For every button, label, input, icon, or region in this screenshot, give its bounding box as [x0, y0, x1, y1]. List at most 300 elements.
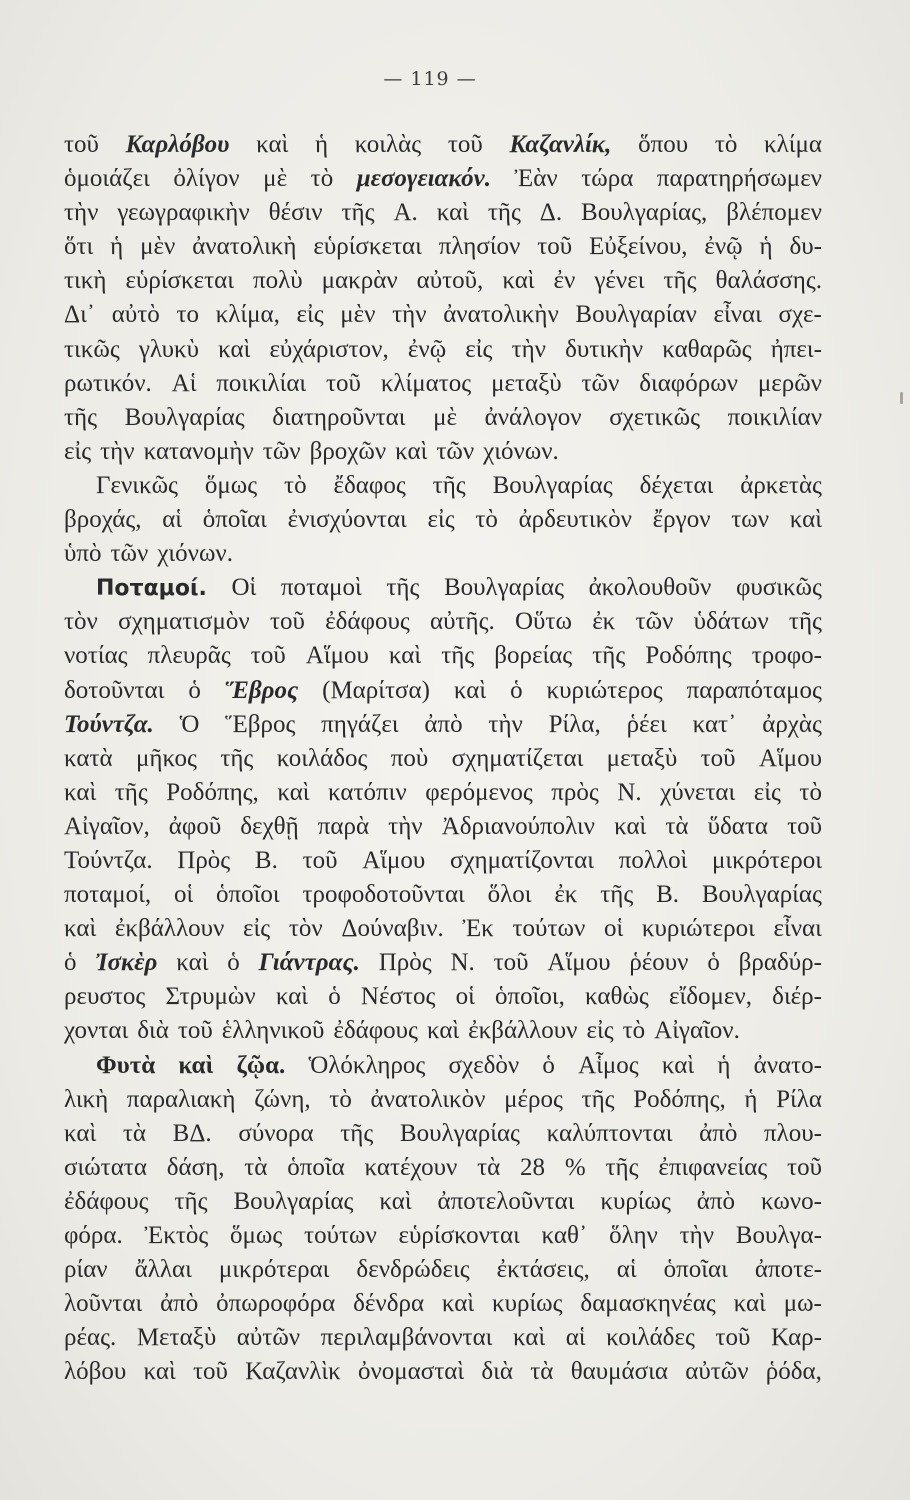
word: τοῦ — [269, 608, 305, 636]
word: ῥόδα, — [765, 1358, 822, 1386]
word: ἀποτελοῦνται — [437, 1187, 575, 1215]
word: τοῦ — [250, 642, 286, 670]
word: εἰς — [242, 915, 271, 943]
word: ἐνῷ — [407, 335, 447, 363]
word: Ν. — [450, 949, 475, 977]
word: πλευρᾶς — [147, 642, 231, 670]
word: καὶ — [218, 335, 251, 363]
word: θέσιν — [268, 199, 323, 227]
word: εἰς — [465, 335, 493, 363]
word: λικὴ — [64, 1085, 109, 1113]
word: παραπόταμος — [686, 676, 822, 704]
word: τῆς — [441, 642, 475, 670]
word: κατόπιν — [328, 778, 407, 806]
word: κλίματος — [380, 369, 472, 397]
word: δέχεται — [639, 471, 714, 499]
word: ἐκβάλλουν — [114, 915, 225, 943]
word: καὶ — [379, 1187, 412, 1215]
text-line — [64, 1185, 822, 1219]
word: αὐτοῦ, — [416, 267, 484, 295]
word: Καρ- — [770, 1324, 822, 1352]
word: τὸ — [329, 1085, 352, 1113]
word: τῆς — [220, 744, 254, 772]
word: δάση, — [166, 1153, 225, 1181]
word: τοῦ — [493, 949, 529, 977]
word: Ἐὰν — [514, 165, 558, 193]
word: ἀκολουθοῦν — [588, 574, 712, 602]
word: ζώνη, — [254, 1085, 311, 1113]
emphasized-word: μεσογειακόν. — [356, 165, 491, 193]
word: μακρὰν — [321, 267, 398, 295]
word: τοῦ — [326, 369, 361, 397]
word: καὶ — [614, 812, 647, 840]
word: ὁ — [188, 676, 201, 704]
page-edge-mark — [900, 392, 903, 404]
word: κατ᾽ — [692, 710, 737, 738]
word: αὐτῶν — [685, 1358, 749, 1386]
word: ἐκ — [554, 881, 578, 909]
word: τὴν — [511, 335, 546, 363]
word: ποικιλίαι — [216, 369, 307, 397]
word: δαμασκηνέας — [580, 1290, 716, 1318]
word: καὶ — [277, 778, 310, 806]
word: θαυμάσια — [570, 1358, 668, 1386]
word: τοῦ — [302, 846, 338, 874]
emphasized-word: Ἰσκὲρ — [95, 949, 158, 977]
word: ὁποῖα — [287, 1153, 345, 1181]
word: διατηροῦνται — [272, 403, 406, 431]
word: καὶ — [275, 983, 309, 1011]
word: κλίμα, — [215, 301, 280, 329]
word: ἐν — [553, 267, 576, 295]
word: τοῦ — [700, 744, 736, 772]
word: καὶ — [733, 1290, 766, 1318]
word: καὶ — [426, 1017, 460, 1045]
word: ὁ — [64, 949, 77, 977]
word: Βουλγαρίας — [124, 403, 245, 431]
word: γλυκὺ — [138, 335, 199, 363]
word: κωνο- — [760, 1187, 822, 1215]
word: καὶ — [64, 778, 97, 806]
word: τικῶς — [64, 335, 120, 363]
word: % — [564, 1153, 586, 1181]
word: ἡ — [717, 1051, 731, 1079]
text-line — [64, 401, 822, 435]
text-line — [64, 1287, 822, 1321]
text-line — [64, 605, 822, 639]
word: ὁ — [510, 676, 523, 704]
word: κατὰ — [64, 744, 113, 772]
text-line — [64, 333, 822, 367]
word: ἀνατολικὴ — [192, 233, 297, 261]
word: Μεταξὺ — [136, 1324, 217, 1352]
word: διέρ- — [772, 983, 822, 1011]
word: εἰς — [753, 778, 781, 806]
word: ὅτι — [64, 233, 94, 261]
word: Γενικῶς — [96, 471, 178, 499]
word: ὁποῖοι — [216, 881, 280, 909]
emphasized-word: Καρλόβου — [125, 131, 230, 158]
word: κυριώτερος — [546, 676, 663, 704]
word: εἰς — [64, 437, 92, 465]
word: τῆς — [592, 642, 626, 670]
word: τῶν — [436, 437, 475, 465]
word: ἐκ — [592, 608, 616, 636]
word: βροχῶν — [309, 437, 387, 465]
word: τὰ — [530, 1358, 554, 1386]
word: καὶ — [143, 1358, 176, 1386]
word: βορείας — [494, 642, 573, 670]
word: Βουλγαρίας — [492, 471, 613, 499]
word: ὁ — [227, 949, 240, 977]
word: ἀπὸ — [160, 1290, 199, 1318]
word: καὶ — [789, 506, 822, 534]
word: ἔργον — [652, 506, 711, 534]
word: λόβου — [64, 1358, 127, 1386]
word: καὶ — [502, 267, 535, 295]
word: τοῦ — [64, 131, 99, 158]
word: ἐπιφανείας — [658, 1153, 768, 1181]
text-line — [64, 128, 822, 162]
emphasized-word: Τούντζα. — [64, 710, 154, 738]
section-heading-word: ζῷα. — [236, 1051, 286, 1079]
word: ρευστος — [64, 983, 146, 1011]
word: κυριώτεροι — [641, 915, 755, 943]
word: κατέχουν — [364, 1153, 458, 1181]
word: τῆς — [663, 267, 697, 295]
word: Στρυμὼν — [165, 983, 256, 1011]
word: Βουλγαρίας — [443, 574, 564, 602]
text-line — [64, 537, 822, 571]
word: ἔδαφος — [333, 471, 406, 499]
text-line — [64, 298, 822, 332]
text-line — [64, 1321, 822, 1355]
word: ὁ — [542, 1051, 555, 1079]
word: φόρα. — [64, 1222, 123, 1249]
word: Ἀδριανούπολιν — [441, 812, 595, 840]
word: ὑπὸ — [64, 540, 102, 568]
text-line — [64, 980, 822, 1014]
word: Τούντζα. — [64, 846, 153, 874]
word: μὲ — [433, 403, 458, 431]
word: χιόνων. — [483, 437, 559, 465]
section-heading-word: Ποταμοί. — [96, 576, 207, 602]
word: Ν. — [617, 778, 642, 806]
text-line — [64, 946, 822, 980]
word: Αἷμος — [578, 1051, 639, 1079]
word: καὶ — [176, 949, 209, 977]
emphasized-word: Ἕβρος — [224, 676, 299, 704]
word: ἐκτάσεις, — [496, 1256, 590, 1284]
word: ἑλληνικοῦ — [221, 1017, 325, 1045]
word: μὲ — [263, 165, 288, 193]
word: καὶ — [512, 1324, 546, 1352]
word: Ἐκτὸς — [144, 1222, 209, 1249]
word: Δι᾽ — [64, 301, 96, 329]
word: κυρίως — [600, 1187, 671, 1215]
word: χονται — [64, 1017, 129, 1045]
word: ἐδάφους — [64, 1187, 149, 1215]
text-line — [64, 878, 822, 912]
word: καὶ — [436, 199, 469, 227]
word: Βουλγαρίας, — [581, 199, 708, 227]
word: νοτίας — [64, 642, 128, 670]
word: ὁποῖαι — [663, 1256, 728, 1284]
word: τῆς — [386, 574, 420, 602]
word: σχηματίζονται — [449, 846, 594, 874]
word: Καζανλὶκ — [245, 1358, 341, 1386]
word: καλύπτονται — [546, 1119, 673, 1147]
word: τῶν — [581, 369, 620, 397]
word: σχηματίζεται — [451, 744, 584, 772]
word: αὐτῶν — [236, 1324, 301, 1352]
word: τοῦ — [787, 1153, 822, 1181]
word: μικρότεραι — [218, 1256, 330, 1284]
word: τροφοδοτοῦνται — [302, 881, 465, 909]
word: ἡ — [314, 131, 329, 158]
word: πρὸς — [551, 778, 599, 806]
word: Α. — [393, 199, 418, 227]
text-line — [64, 1219, 822, 1253]
word: ποταμοὶ — [280, 574, 362, 602]
word: τικὴ — [64, 267, 107, 295]
word: μω- — [783, 1290, 822, 1318]
text-line — [64, 674, 822, 708]
word: χιόνων. — [157, 540, 233, 568]
word: φυσικῶς — [735, 574, 822, 602]
word: ἀρδευτικὸν — [518, 506, 632, 534]
text-line — [64, 469, 822, 503]
word: Ρίλα, — [548, 710, 601, 738]
text-line — [64, 1355, 822, 1389]
word: λοῦνται — [64, 1290, 143, 1318]
word: ἡ — [759, 233, 773, 261]
word: πηγάζει — [321, 710, 399, 738]
word: ρίαν — [64, 1256, 108, 1284]
word: Βουλγα- — [735, 1222, 822, 1249]
word: ὅμως — [204, 471, 258, 499]
page-number: — 119 — — [383, 68, 477, 90]
word: Αἰγαῖον, — [64, 812, 150, 840]
word: μὲν — [140, 233, 176, 261]
word: τὴν — [679, 1222, 715, 1249]
word: εἶναι — [713, 301, 762, 329]
word: τῆς — [788, 608, 822, 636]
text-line — [64, 435, 822, 469]
word: ἐκβάλλουν — [468, 1017, 578, 1045]
word: κλίμα — [764, 131, 822, 158]
word: μὲν — [340, 301, 376, 329]
word: διὰ — [481, 1358, 513, 1386]
word: τὸ — [714, 131, 738, 158]
text-line — [64, 1014, 822, 1048]
word: δεχθῇ — [240, 812, 299, 840]
word: εὑρίσκεται — [313, 233, 422, 261]
text-line — [64, 844, 822, 878]
word: κοιλάδος — [276, 744, 368, 772]
word: καὶ — [441, 1290, 475, 1318]
word: ἡ — [110, 233, 124, 261]
word: καθὼς — [585, 983, 649, 1011]
word: Βουλγαρίας — [701, 881, 822, 909]
word: τώρα — [581, 165, 634, 193]
word: ῥέει — [626, 710, 667, 738]
word: οἱ — [455, 983, 475, 1011]
text-line — [64, 1083, 822, 1117]
word: αἱ — [162, 506, 183, 534]
word: βλέπομεν — [726, 199, 822, 227]
word: ἐδάφους — [325, 608, 410, 636]
word: τὴν — [100, 437, 135, 465]
word: τὰ — [244, 1153, 268, 1181]
word: τούτων — [512, 915, 586, 943]
word: ὀλίγον — [173, 165, 240, 193]
word: εὑρίσκονται — [398, 1222, 520, 1249]
word: μικρότεροι — [712, 846, 822, 874]
word: κοιλὰς — [354, 131, 422, 158]
word: κοιλάδες — [606, 1324, 695, 1352]
word: ρωτικόν. — [64, 369, 152, 397]
word: τὰ — [122, 1119, 147, 1147]
word: Αἵμου — [758, 744, 822, 772]
word: Πρὸς — [378, 949, 432, 977]
word: τὸν — [288, 915, 323, 943]
word: περιλαμβάνονται — [320, 1324, 493, 1352]
word: μῆκος — [136, 744, 197, 772]
word: ἀνατολικὸν — [370, 1085, 486, 1113]
word: Αἰγαῖον. — [654, 1017, 740, 1045]
word: τῆς — [581, 1085, 615, 1113]
text-line — [64, 1253, 822, 1287]
word: ἐνισχύονται — [287, 506, 407, 534]
word: ἠπει- — [770, 335, 822, 363]
word: ἀρκετὰς — [740, 471, 822, 499]
word: εὑρίσκεται — [125, 267, 234, 295]
word: παραλιακὴ — [126, 1085, 236, 1113]
word: Δούναβιν. — [341, 915, 444, 943]
word: καὶ — [661, 1051, 695, 1079]
word: Ρίλα — [776, 1085, 822, 1113]
word: τούτων — [304, 1222, 377, 1249]
word: ἡ — [744, 1085, 758, 1113]
word: Οὕτω — [515, 608, 572, 636]
text-line — [64, 639, 822, 673]
word: ἀνατο- — [753, 1051, 822, 1079]
word: Ὁλόκληρος — [308, 1051, 426, 1079]
word: τῶν — [635, 608, 674, 636]
word: πολὺ — [253, 267, 303, 295]
word: ποὺ — [390, 744, 429, 772]
word: σχε- — [778, 301, 822, 329]
word: τὴν — [488, 710, 523, 738]
word: τὸ — [475, 506, 498, 534]
word: τὴν — [388, 812, 423, 840]
text-line — [64, 264, 822, 298]
word: τῆς — [487, 199, 521, 227]
word: εὐχάριστον, — [269, 335, 389, 363]
word: Νέστος — [360, 983, 436, 1011]
word: πλησίον — [438, 233, 521, 261]
word: δοτοῦνται — [64, 676, 165, 704]
word: βραδύρ- — [738, 949, 822, 977]
word: τὰ — [665, 812, 689, 840]
word: πλου- — [764, 1119, 822, 1147]
word: τὸ — [284, 471, 307, 499]
word: αὐτὸ — [111, 301, 160, 329]
word: σύνορα — [238, 1119, 314, 1147]
word: δενδρώδεις — [356, 1256, 470, 1284]
word: γεωγραφικὴν — [117, 199, 250, 227]
word: τῆς — [174, 1187, 208, 1215]
word: αὐτῆς. — [430, 608, 495, 636]
word: καὶ — [453, 676, 487, 704]
word: ἀποτε- — [754, 1256, 822, 1284]
word: φερόμενος — [425, 778, 533, 806]
word: ἐδάφους — [333, 1017, 418, 1045]
text-line — [64, 776, 822, 810]
word: σιώτατα — [64, 1153, 147, 1181]
word: τὸ — [799, 778, 822, 806]
word: κυρίως — [492, 1290, 563, 1318]
text-line — [64, 230, 822, 264]
text-line — [64, 912, 822, 946]
word: καὶ — [256, 131, 289, 158]
word: Δ. — [539, 199, 563, 227]
text-line — [64, 708, 822, 742]
word: ἀπὸ — [699, 1119, 738, 1147]
word: παρατηρήσωμεν — [656, 165, 822, 193]
word: Πρὸς — [177, 846, 231, 874]
word: Οἱ — [231, 574, 257, 602]
word: ῥέουν — [629, 949, 689, 977]
word: ὀπωροφόρα — [216, 1290, 336, 1318]
word: (Μαρίτσα) — [322, 676, 430, 704]
word: τῆς — [64, 403, 98, 431]
word: μεταξὺ — [491, 369, 562, 397]
word: Ροδόπης — [645, 642, 732, 670]
word: παρὰ — [317, 812, 370, 840]
text-line — [64, 742, 822, 776]
word: Ὁ — [179, 710, 200, 738]
word: τοῦ — [787, 812, 822, 840]
word: Αἵμου — [362, 846, 426, 874]
emphasized-word: Καζανλίκ, — [509, 131, 612, 158]
word: δένδρα — [353, 1290, 425, 1318]
word: κατανομὴν — [143, 437, 254, 465]
word: ἀνατολικὴν — [443, 301, 559, 329]
word: σχετικῶς — [609, 403, 700, 431]
word: μεταξὺ — [606, 744, 678, 772]
word: τῆς — [432, 471, 466, 499]
word: διαφόρων — [639, 369, 738, 397]
word: Ροδόπης, — [166, 778, 259, 806]
text-line — [64, 1049, 822, 1083]
word: ΒΔ. — [172, 1119, 212, 1147]
word: διὰ — [137, 1017, 169, 1045]
word: εἰς — [586, 1017, 614, 1045]
word: ὕδατα — [707, 812, 768, 840]
word: Βουλγαρίας — [399, 1119, 520, 1147]
word: θαλάσσης. — [715, 267, 822, 295]
word: καὶ — [64, 915, 97, 943]
word: καθαρῶς — [662, 335, 752, 363]
word: Αἱ — [171, 369, 197, 397]
word: τῆς — [340, 1119, 374, 1147]
text-line — [64, 810, 822, 844]
word: τὰ — [477, 1153, 501, 1181]
word: Βουλγαρίας — [233, 1187, 354, 1215]
section-heading-word: Φυτὰ — [96, 1051, 156, 1079]
